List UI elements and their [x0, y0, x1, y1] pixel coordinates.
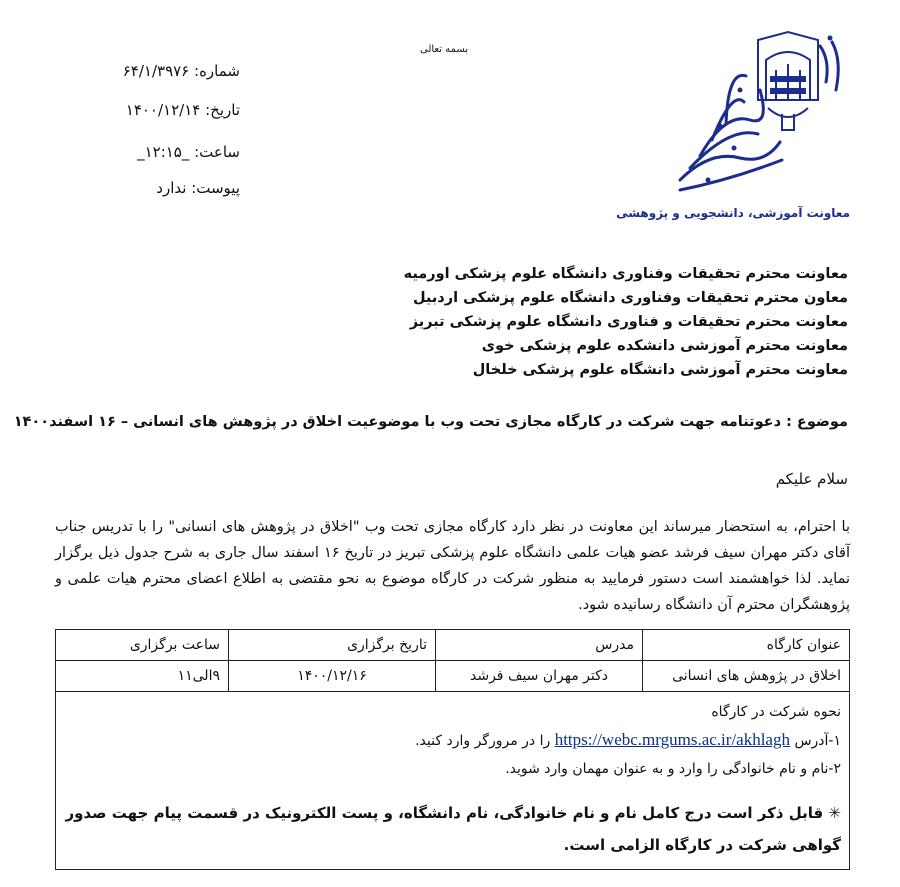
- cell-title: اخلاق در پژوهش های انسانی: [643, 661, 850, 692]
- recipient: معاونت محترم آموزشی دانشکده علوم پزشکی خوی: [481, 338, 848, 354]
- header-title: عنوان کارگاه: [643, 630, 850, 661]
- university-logo: [670, 30, 850, 195]
- workshop-link[interactable]: https://webc.mrgums.ac.ir/akhlagh: [554, 730, 790, 749]
- basmala: بسمه تعالی: [420, 44, 469, 55]
- recipient: معاونت محترم آموزشی دانشگاه علوم پزشکی خلخال: [472, 362, 848, 378]
- instructions-title: نحوه شرکت در کارگاه: [711, 704, 841, 720]
- step1-suffix: را در مرورگر وارد کنید.: [415, 733, 551, 749]
- instruction-step-1: [64, 726, 841, 755]
- cell-time: ۹الی۱۱: [56, 661, 229, 692]
- workshop-table: [55, 629, 850, 870]
- recipients-list: [404, 262, 848, 382]
- letter-number: شماره: ۶۴/۱/۳۹۷۶: [122, 62, 240, 80]
- letter-body: با احترام، به استحضار میرساند این معاونت در نظر دارد کارگاه مجازی تحت وب "اخلاق در پژوهش های انسانی" را با تدریس جناب آقای دکتر مهران سیف فرشد عضو هیات علمی دانشگاه علوم پزشکی تبریز در تاریخ ۱۶ اسفند سال جاری به شرح جدول ذیل برگزار نماید. لذا خواهشمند است دستور فرمایید به منظور شرکت در کارگاه موضوع به نحو مقتضی به اطلاع اعضای محترم هیات علمی و پژوهشگران محترم آن دانشگاه رسانیده شود.: [55, 519, 850, 613]
- header-instructor: مدرس: [436, 630, 643, 661]
- step1-prefix: ۱-آدرس: [794, 733, 841, 749]
- recipient: معاونت محترم تحقیقات و فناوری دانشگاه علوم پزشکی تبریز: [409, 314, 848, 330]
- greeting: سلام علیکم: [775, 470, 848, 488]
- instructions-cell: [56, 692, 850, 870]
- cell-date: ۱۴۰۰/۱۲/۱۶: [229, 661, 436, 692]
- letter-date: تاریخ: ۱۴۰۰/۱۲/۱۴: [125, 101, 240, 119]
- table-row: [56, 661, 850, 692]
- cell-instructor: دکتر مهران سیف فرشد: [436, 661, 643, 692]
- recipient: معاون محترم تحقیقات وفناوری دانشگاه علوم پزشکی اردبیل: [412, 290, 848, 306]
- header-time: ساعت برگزاری: [56, 630, 229, 661]
- recipient: معاونت محترم تحقیقات وفناوری دانشگاه علوم پزشکی اورمیه: [403, 266, 848, 282]
- header-date: تاریخ برگزاری: [229, 630, 436, 661]
- department-name: معاونت آموزشی، دانشجویی و پژوهشی: [616, 206, 850, 220]
- letter-subject: موضوع : دعوتنامه جهت شرکت در کارگاه مجازی تحت وب با موضوعیت اخلاق در پژوهش های انسانی – ۱۶ اسفند۱۴۰۰: [13, 414, 848, 430]
- letter-attachment: پیوست: ندارد: [156, 179, 240, 197]
- instructions-row: [56, 692, 850, 870]
- certificate-note: ✳ قابل ذکر است درج کامل نام و نام خانوادگی، نام دانشگاه، و پست الکترونیک در قسمت پیام جهت صدور گواهی شرکت در کارگاه الزامی است.: [65, 804, 841, 854]
- table-header-row: [56, 630, 850, 661]
- letter-time: ساعت: _۱۲:۱۵_: [137, 143, 240, 161]
- instruction-step-2: ۲-نام و نام خانوادگی را وارد و به عنوان مهمان وارد شوید.: [505, 761, 841, 777]
